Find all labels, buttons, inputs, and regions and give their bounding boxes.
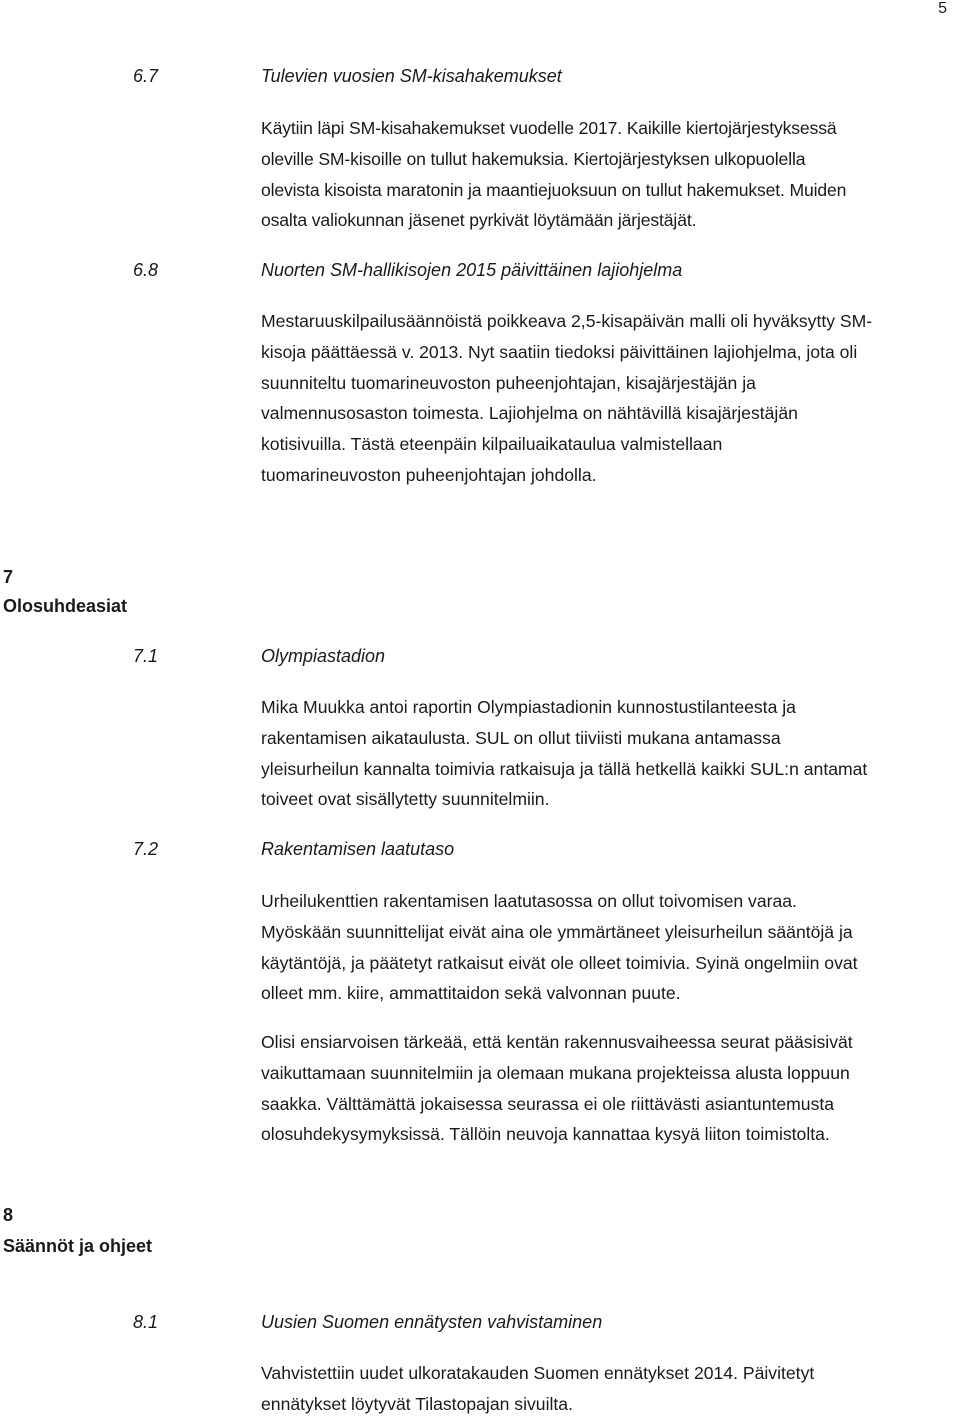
paragraph-line: kisoja päättäessä v. 2013. Nyt saatiin tiedoksi päivittäinen lajiohjelma, jota oli xyxy=(261,341,858,362)
paragraph-line: valmennusosaston toimesta. Lajiohjelma on nähtävillä kisajärjestäjän xyxy=(261,403,798,424)
chapter-7-title: Olosuhdeasiat xyxy=(3,596,128,616)
paragraph-line: Myöskään suunnittelijat eivät aina ole ymmärtäneet yleisurheilun sääntöjä ja xyxy=(261,921,853,942)
section-6-7-paragraph xyxy=(261,113,960,236)
section-7-2-title: Rakentamisen laatutaso xyxy=(261,839,455,859)
section-7-2-paragraph-2 xyxy=(261,1027,960,1150)
paragraph-line: tuomarineuvoston puheenjohtajan johdolla. xyxy=(261,464,597,485)
chapter-8-title: Säännöt ja ohjeet xyxy=(3,1236,153,1256)
section-6-8-title: Nuorten SM-hallikisojen 2015 päivittäinen lajiohjelma xyxy=(261,260,683,280)
paragraph-line: saakka. Välttämättä jokaisessa seurassa ei ole riittävästi asiantuntemusta xyxy=(261,1093,835,1114)
section-8-1-number: 8.1 xyxy=(133,1312,159,1332)
chapter-8-number: 8 xyxy=(3,1205,14,1225)
paragraph-line: ennätykset löytyvät Tilastopajan sivuilta. xyxy=(261,1393,573,1414)
page-number: 5 xyxy=(938,0,947,17)
paragraph-line: Urheilukenttien rakentamisen laatutasossa on ollut toivomisen varaa. xyxy=(261,891,797,911)
section-7-1-paragraph xyxy=(261,692,960,815)
chapter-7-number: 7 xyxy=(3,567,14,587)
paragraph-line: osalta valiokunnan jäsenet pyrkivät löytämään järjestäjät. xyxy=(261,210,697,231)
section-8-1-title: Uusien Suomen ennätysten vahvistaminen xyxy=(261,1312,603,1332)
section-6-7-number: 6.7 xyxy=(133,66,159,86)
paragraph-line: kotisivuilla. Tästä eteenpäin kilpailuaikataulua valmistellaan xyxy=(261,434,723,455)
section-6-8-paragraph xyxy=(261,306,960,491)
paragraph-line: olleet mm. kiire, ammattitaidon sekä valvonnan puute. xyxy=(261,983,681,1004)
section-7-2-paragraph-1 xyxy=(261,886,960,1009)
paragraph-line: Mestaruuskilpailusäännöistä poikkeava 2,5-kisapäivän malli oli hyväksytty SM- xyxy=(261,311,873,331)
paragraph-line: oleville SM-kisoille on tullut hakemuksia. Kiertojärjestyksen ulkopuolella xyxy=(261,148,806,169)
paragraph-line: käytäntöjä, ja päätetyt ratkaisut eivät ole olleet toimivia. Syinä ongelmiin ovat xyxy=(261,952,858,973)
section-7-1-title: Olympiastadion xyxy=(261,646,386,666)
paragraph-line: rakentamisen aikataulusta. SUL on ollut tiiviisti mukana antamassa xyxy=(261,727,781,748)
paragraph-line: vaikuttamaan suunnitelmiin ja olemaan mukana projekteissa alusta loppuun xyxy=(261,1062,850,1083)
paragraph-line: Mika Muukka antoi raportin Olympiastadionin kunnostustilanteesta ja xyxy=(261,697,796,717)
section-7-1-number: 7.1 xyxy=(133,646,159,666)
paragraph-line: suunniteltu tuomarineuvoston puheenjohtajan, kisajärjestäjän ja xyxy=(261,372,756,393)
paragraph-line: Vahvistettiin uudet ulkoratakauden Suomen ennätykset 2014. Päivitetyt xyxy=(261,1363,815,1383)
paragraph-line: olosuhdekysymyksissä. Tällöin neuvoja kannattaa kysyä liiton toimistolta. xyxy=(261,1124,830,1145)
paragraph-line: Käytiin läpi SM-kisahakemukset vuodelle 2017. Kaikille kiertojärjestyksessä xyxy=(261,118,837,138)
section-7-2-number: 7.2 xyxy=(133,839,159,859)
section-8-1-paragraph xyxy=(261,1358,960,1420)
section-6-7-title: Tulevien vuosien SM-kisahakemukset xyxy=(261,66,562,86)
paragraph-line: olevista kisoista maratonin ja maantiejuoksuun on tullut hakemukset. Muiden xyxy=(261,179,847,200)
paragraph-line: Olisi ensiarvoisen tärkeää, että kentän rakennusvaiheessa seurat pääsisivät xyxy=(261,1032,853,1052)
paragraph-line: yleisurheilun kannalta toimivia ratkaisuja ja tällä hetkellä kaikki SUL:n antamat xyxy=(261,758,868,779)
section-6-8-number: 6.8 xyxy=(133,260,159,280)
paragraph-line: toiveet ovat sisällytetty suunnitelmiin. xyxy=(261,789,550,810)
